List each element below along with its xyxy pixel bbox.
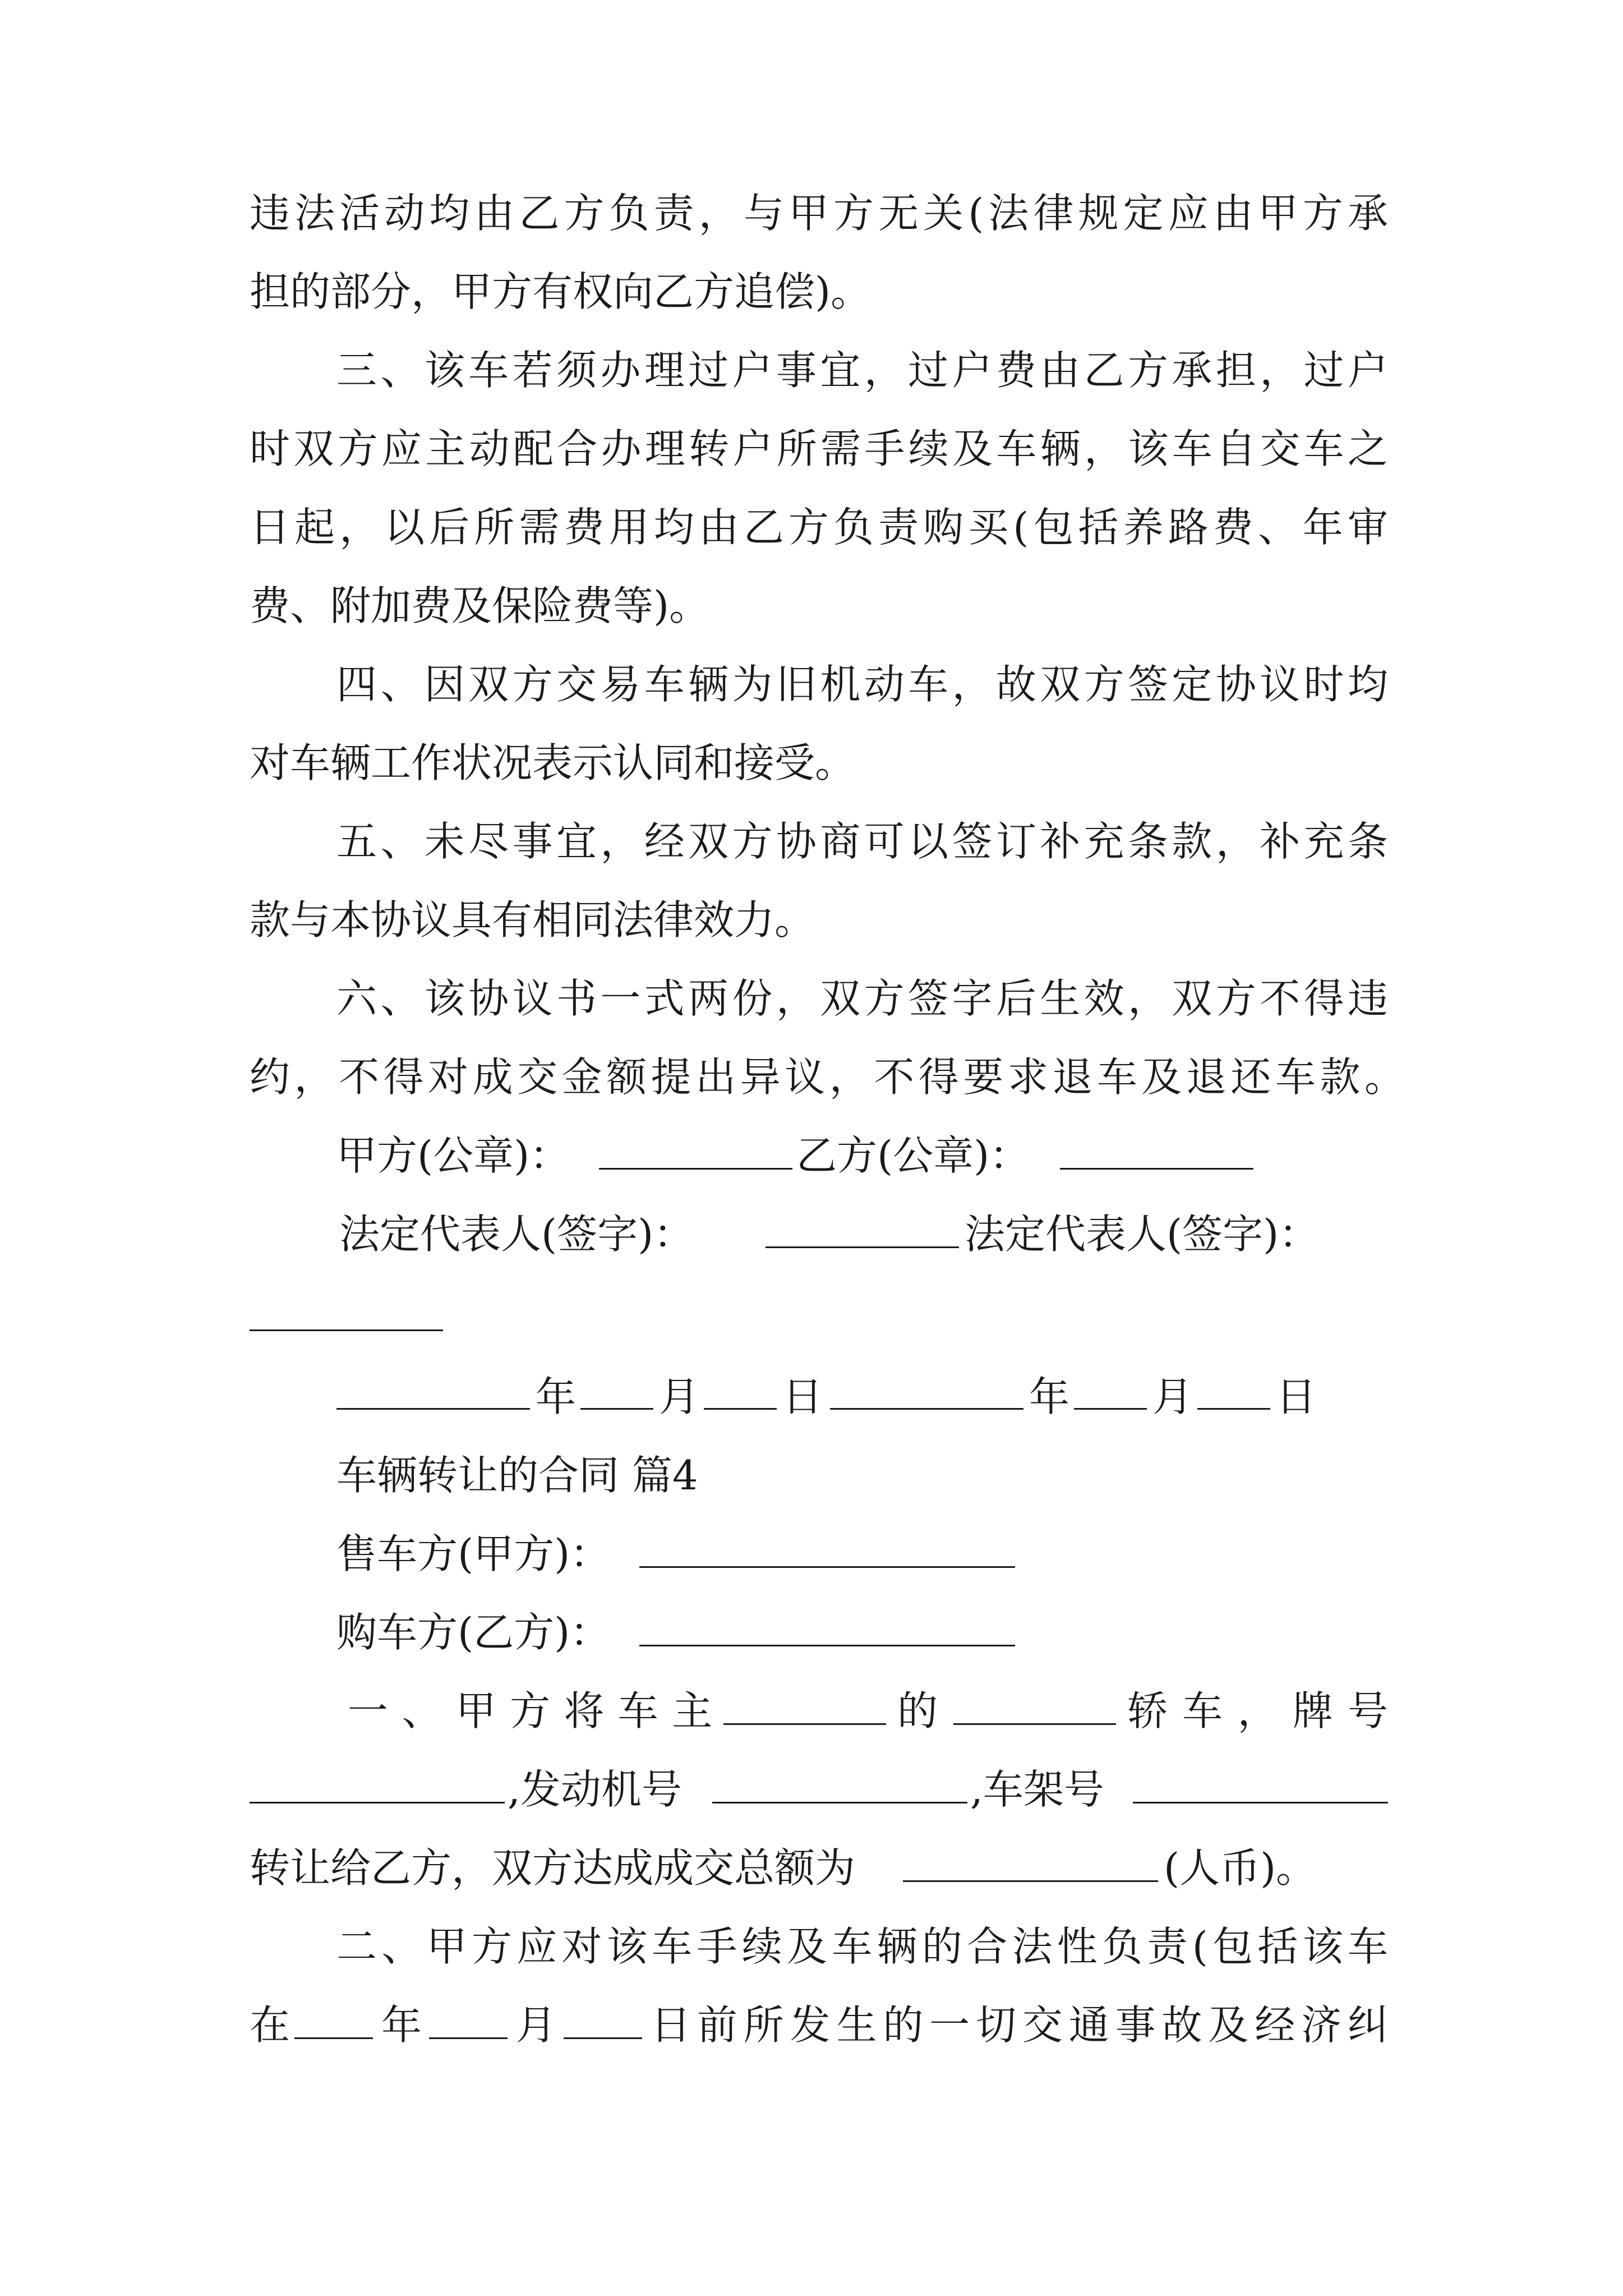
clause-5-line: 五、未尽事宜，经双方协商可以签订补充条款，补充条 <box>336 818 1388 865</box>
clause-1-part: 的 <box>897 1687 938 1734</box>
frame-number-blank <box>1133 1802 1388 1803</box>
rep-a-label: 法定代表人(签字)： <box>339 1211 694 1258</box>
car-model-blank <box>953 1723 1116 1725</box>
clause-1-part: ,发动机号 <box>508 1766 682 1813</box>
clause-2-year-blank <box>294 2037 373 2039</box>
party-a-seal-blank <box>599 1168 792 1170</box>
date-b-month-label: 月 <box>1152 1373 1193 1420</box>
buyer-label: 购车方(乙方)： <box>336 1609 611 1656</box>
date-a-year-label: 年 <box>536 1373 577 1420</box>
clause-2-line: 二、甲方应对该车手续及车辆的合法性负责(包括该车 <box>336 1923 1388 1970</box>
engine-number-blank <box>712 1802 967 1803</box>
clause-6-line: 六、该协议书一式两份，双方签字后生效，双方不得违 <box>336 975 1388 1022</box>
clause-2-part: 日前所发生的一切交通事故及经济纠 <box>651 2001 1388 2049</box>
clause-1-part: 转让给乙方，双方达成成交总额为 <box>250 1844 856 1892</box>
date-a-month-blank <box>580 1408 653 1410</box>
clause-2-month-blank <box>429 2037 508 2039</box>
clause-1-part: (人币)。 <box>1164 1844 1317 1892</box>
clause-1-part: 轿车，牌号 <box>1127 1687 1388 1734</box>
clause-2-part: 年 <box>381 2001 422 2049</box>
party-b-seal-blank <box>1060 1168 1253 1170</box>
paragraph-line: 款与本协议具有相同法律效力。 <box>250 896 815 944</box>
clause-1-part: 一、甲方将车主 <box>348 1687 712 1734</box>
clause-2-part: 月 <box>516 2001 557 2049</box>
clause-2-part: 在 <box>250 2001 291 2049</box>
date-b-year-label: 年 <box>1029 1373 1070 1420</box>
paragraph-line: 时双方应主动配合办理转户所需手续及车辆，该车自交车之 <box>250 425 1388 472</box>
clause-2-day-blank <box>564 2037 642 2039</box>
rep-b-label: 法定代表人(签字)： <box>965 1211 1320 1258</box>
paragraph-line: 对车辆工作状况表示认同和接受。 <box>250 739 856 786</box>
paragraph-line: 担的部分，甲方有权向乙方追偿)。 <box>250 268 872 315</box>
paragraph-line: 日起，以后所需费用均由乙方负责购买(包括养路费、年审 <box>250 504 1388 551</box>
clause-4-line: 四、因双方交易车辆为旧机动车，故双方签定协议时均 <box>336 661 1388 708</box>
date-b-day-blank <box>1197 1408 1270 1410</box>
date-a-day-label: 日 <box>782 1373 823 1420</box>
plate-number-blank <box>250 1802 505 1803</box>
paragraph-line: 费、附加费及保险费等)。 <box>250 582 710 629</box>
date-a-month-label: 月 <box>659 1373 700 1420</box>
date-b-day-label: 日 <box>1276 1373 1317 1420</box>
buyer-blank <box>639 1645 1015 1646</box>
date-a-year-blank <box>336 1408 530 1410</box>
paragraph-line: 约，不得对成交金额提出异议，不得要求退车及退还车款。 <box>250 1053 1405 1101</box>
paragraph-line: 违法活动均由乙方负责，与甲方无关(法律规定应由甲方承 <box>250 190 1388 237</box>
seller-blank <box>639 1566 1015 1568</box>
party-b-seal-label: 乙方(公章)： <box>796 1132 1030 1179</box>
owner-blank <box>723 1723 886 1725</box>
total-amount-blank <box>903 1880 1158 1882</box>
date-a-day-blank <box>704 1408 777 1410</box>
party-a-seal-label: 甲方(公章)： <box>336 1132 570 1179</box>
date-b-month-blank <box>1074 1408 1147 1410</box>
rep-b-blank <box>250 1329 443 1331</box>
clause-1-part: ,车架号 <box>970 1766 1104 1813</box>
clause-3-line: 三、该车若须办理过户事宜，过户费由乙方承担，过户 <box>336 347 1388 394</box>
date-b-year-blank <box>830 1408 1023 1410</box>
rep-a-blank <box>766 1246 959 1248</box>
section-title: 车辆转让的合同 篇4 <box>336 1452 698 1499</box>
seller-label: 售车方(甲方)： <box>336 1530 611 1577</box>
